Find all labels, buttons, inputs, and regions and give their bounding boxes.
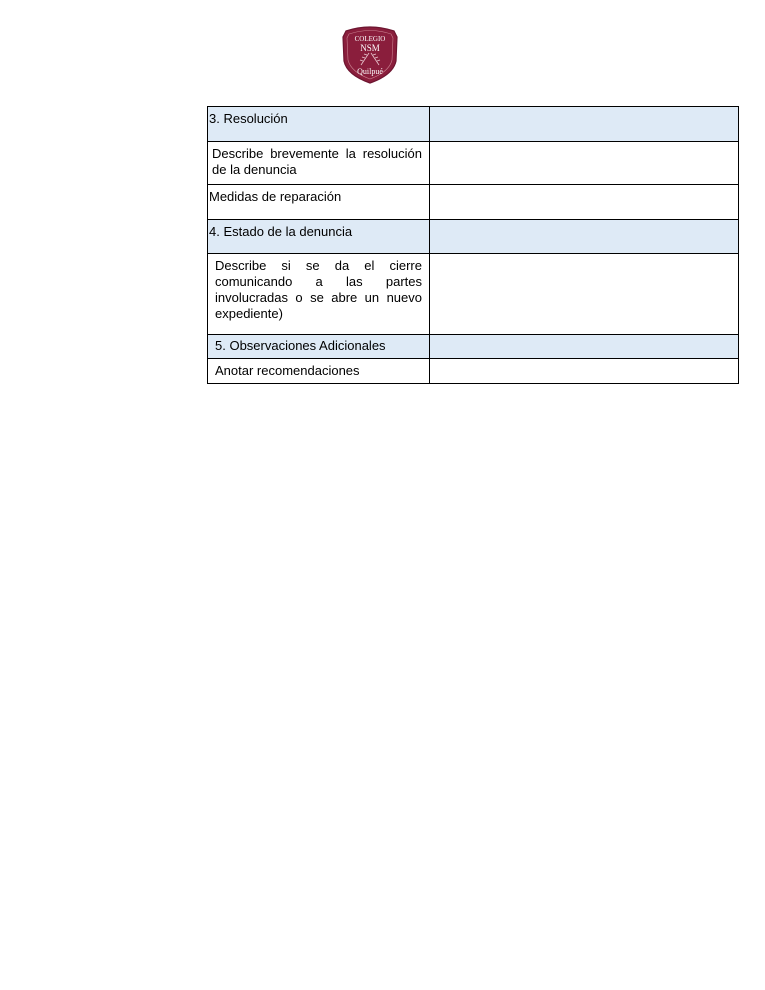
resolucion-descripcion-field[interactable] [430, 142, 739, 185]
field-label-estado-descripcion: Describe si se da el cierre comunicando a las partes involucradas o se abre un nuevo expediente) [215, 258, 422, 321]
field-label-recomendaciones: Anotar recomendaciones [215, 363, 360, 378]
section-title-resolucion: 3. Resolución [209, 111, 288, 126]
logo-line-colegio: COLEGIO [354, 35, 386, 43]
denuncia-form-table [207, 106, 739, 384]
field-row-recomendaciones [208, 359, 739, 384]
form-label-cell [208, 107, 430, 142]
form-label-cell [208, 254, 430, 335]
form-label-cell [208, 142, 430, 185]
form-value-cell [430, 107, 739, 142]
resolucion-descripcion-input[interactable] [430, 142, 738, 184]
field-row-estado-descripcion [208, 254, 739, 335]
section-row-resolucion [208, 107, 739, 142]
estado-descripcion-input[interactable] [430, 254, 738, 334]
logo-line-quilpue: Quilpué [357, 67, 383, 76]
section-row-estado [208, 220, 739, 254]
field-row-medidas-reparacion [208, 185, 739, 220]
field-label-resolucion-descripcion: Describe brevemente la resolución de la denuncia [212, 146, 422, 177]
form-label-cell [208, 220, 430, 254]
shield-icon [341, 25, 399, 85]
logo-line-nsm: NSM [360, 43, 380, 53]
form-label-cell [208, 335, 430, 359]
medidas-reparacion-field[interactable] [430, 185, 739, 220]
field-label-medidas-reparacion: Medidas de reparación [209, 189, 342, 204]
section-title-estado: 4. Estado de la denuncia [209, 224, 353, 239]
form-value-cell [430, 220, 739, 254]
school-logo [341, 25, 399, 85]
field-row-resolucion-descripcion [208, 142, 739, 185]
medidas-reparacion-input[interactable] [430, 185, 738, 219]
estado-descripcion-field[interactable] [430, 254, 739, 335]
form-value-cell [430, 335, 739, 359]
recomendaciones-field[interactable] [430, 359, 739, 384]
section-title-observaciones: 5. Observaciones Adicionales [215, 338, 386, 353]
section-row-observaciones [208, 335, 739, 359]
recomendaciones-input[interactable] [430, 359, 738, 383]
form-label-cell [208, 359, 430, 384]
form-label-cell [208, 185, 430, 220]
